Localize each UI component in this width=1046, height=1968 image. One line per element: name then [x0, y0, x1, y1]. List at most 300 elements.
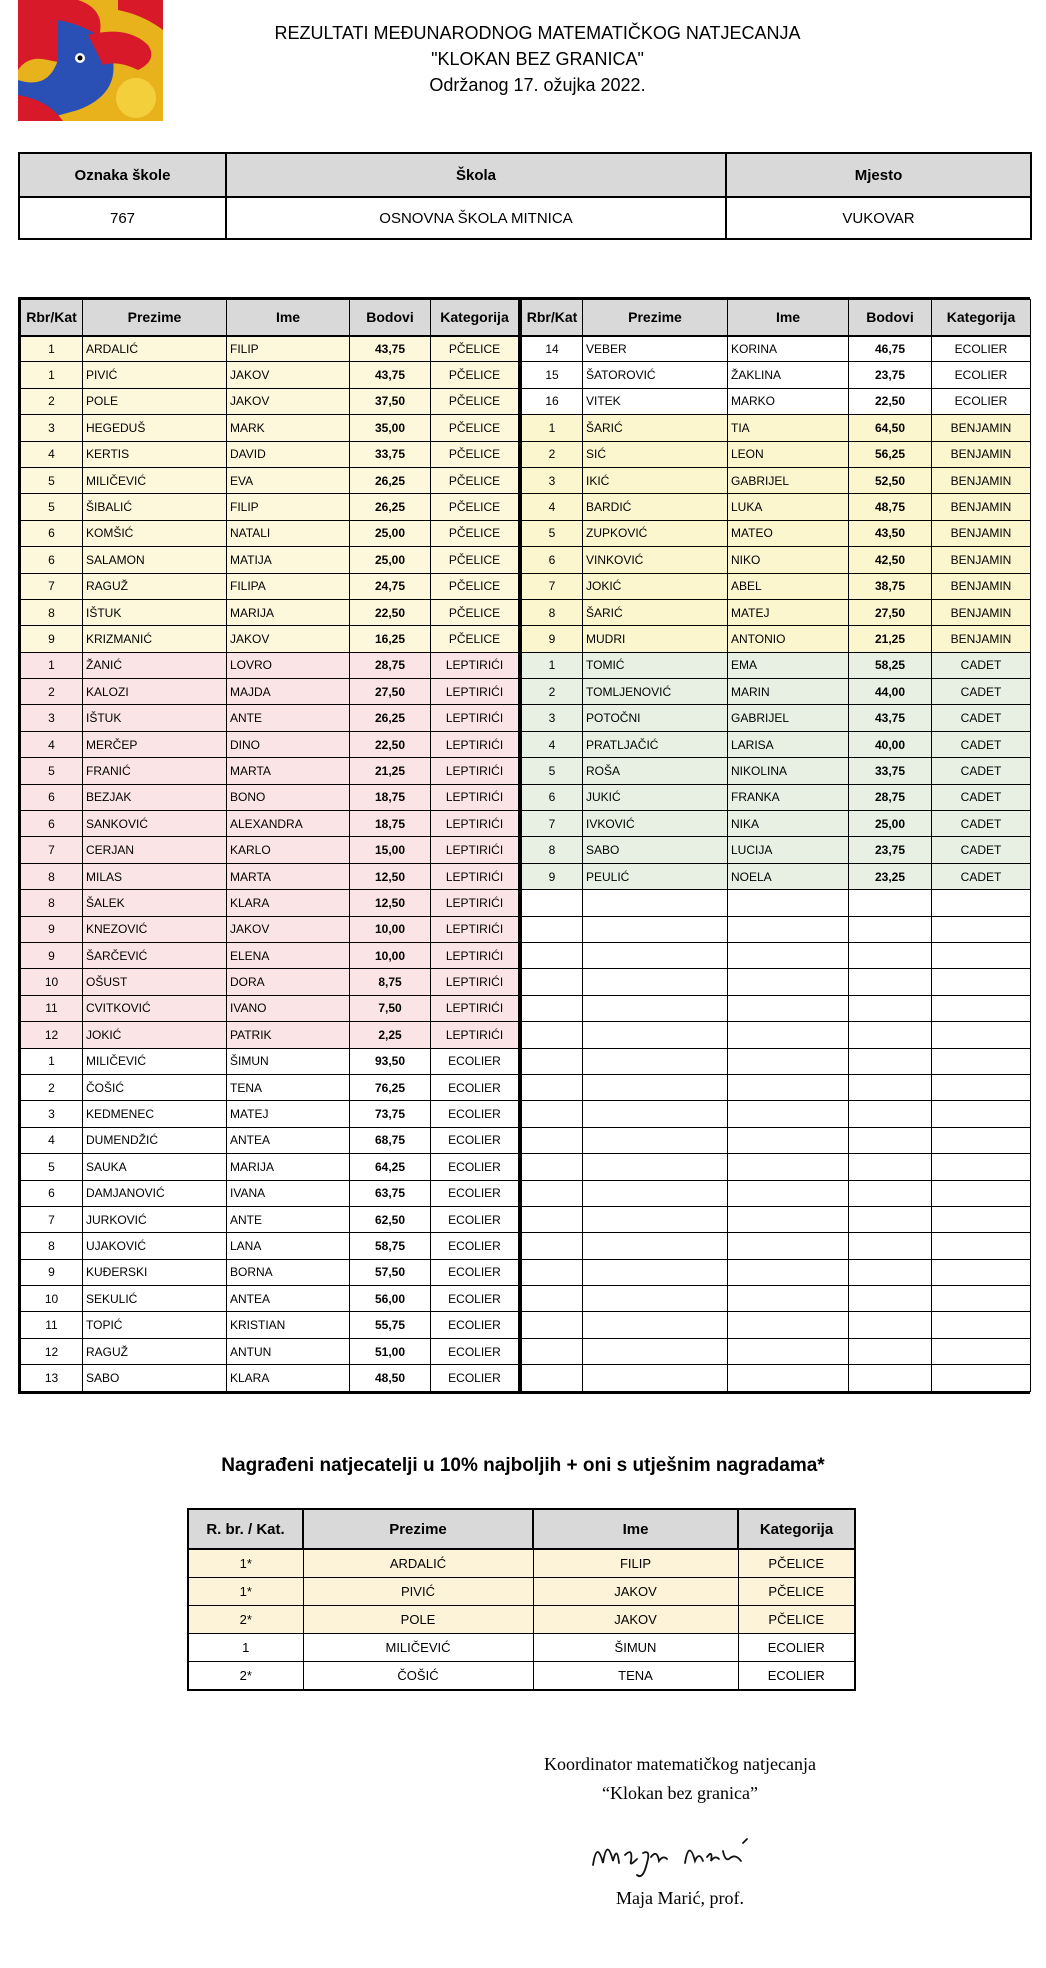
- name-cell: [728, 1365, 849, 1391]
- table-row: [21, 415, 520, 441]
- surname-cell: TOMLJENOVIĆ: [583, 679, 728, 705]
- table-row: [21, 1048, 520, 1074]
- name-cell: NATALI: [227, 520, 350, 546]
- award-category-cell: ECOLIER: [738, 1662, 855, 1691]
- category-cell: PČELICE: [431, 362, 520, 388]
- rank-cell: 1: [522, 415, 583, 441]
- points-cell: 58,25: [849, 652, 932, 678]
- name-cell: LANA: [227, 1233, 350, 1259]
- surname-cell: KERTIS: [83, 441, 227, 467]
- rank-cell: 9: [21, 916, 83, 942]
- table-row: [21, 863, 520, 889]
- category-cell: CADET: [932, 705, 1031, 731]
- table-row: [522, 1233, 1031, 1259]
- name-cell: TIA: [728, 415, 849, 441]
- table-row: [21, 1286, 520, 1312]
- points-cell: 23,25: [849, 863, 932, 889]
- rank-cell: 8: [522, 599, 583, 625]
- table-row: [21, 362, 520, 388]
- rank-cell: 1: [21, 362, 83, 388]
- category-cell: [932, 1022, 1031, 1048]
- table-row: [522, 679, 1031, 705]
- surname-cell: ŠALEK: [83, 890, 227, 916]
- name-cell: LARISA: [728, 731, 849, 757]
- rank-cell: 9: [21, 942, 83, 968]
- category-cell: LEPTIRIĆI: [431, 969, 520, 995]
- points-cell: 62,50: [350, 1206, 431, 1232]
- table-row: [522, 1180, 1031, 1206]
- table-row: [522, 1074, 1031, 1100]
- awards-table: [187, 1508, 856, 1691]
- name-cell: [728, 916, 849, 942]
- points-cell: [849, 1101, 932, 1127]
- name-cell: PATRIK: [227, 1022, 350, 1048]
- points-cell: 37,50: [350, 388, 431, 414]
- points-cell: 26,25: [350, 705, 431, 731]
- name-cell: ANTEA: [227, 1127, 350, 1153]
- name-cell: [728, 995, 849, 1021]
- awards-header-prezime: Prezime: [303, 1509, 533, 1549]
- table-row: [21, 969, 520, 995]
- table-row: [21, 441, 520, 467]
- award-rank-cell: 2*: [188, 1606, 303, 1634]
- category-cell: LEPTIRIĆI: [431, 758, 520, 784]
- category-cell: BENJAMIN: [932, 520, 1031, 546]
- rank-cell: 4: [522, 494, 583, 520]
- table-row: [522, 705, 1031, 731]
- category-cell: [932, 995, 1031, 1021]
- rank-cell: 2: [21, 388, 83, 414]
- category-cell: CADET: [932, 837, 1031, 863]
- category-cell: BENJAMIN: [932, 626, 1031, 652]
- points-cell: 63,75: [350, 1180, 431, 1206]
- name-cell: [728, 1074, 849, 1100]
- surname-cell: [583, 1022, 728, 1048]
- points-cell: 43,75: [350, 362, 431, 388]
- points-cell: 18,75: [350, 811, 431, 837]
- rank-cell: 14: [522, 336, 583, 362]
- award-name-cell: FILIP: [533, 1549, 738, 1578]
- category-cell: [932, 1074, 1031, 1100]
- category-cell: LEPTIRIĆI: [431, 863, 520, 889]
- award-rank-cell: 2*: [188, 1662, 303, 1691]
- header-date: Održanog 17. ožujka 2022.: [429, 75, 646, 95]
- surname-cell: ARDALIĆ: [83, 336, 227, 362]
- rank-cell: 4: [21, 731, 83, 757]
- name-cell: ELENA: [227, 942, 350, 968]
- category-cell: ECOLIER: [431, 1286, 520, 1312]
- points-cell: 22,50: [350, 599, 431, 625]
- award-surname-cell: MILIČEVIĆ: [303, 1634, 533, 1662]
- rank-cell: 7: [21, 837, 83, 863]
- surname-cell: SAUKA: [83, 1154, 227, 1180]
- name-cell: JAKOV: [227, 388, 350, 414]
- points-cell: [849, 995, 932, 1021]
- name-cell: [728, 1022, 849, 1048]
- surname-cell: SABO: [83, 1365, 227, 1391]
- surname-cell: KALOZI: [83, 679, 227, 705]
- col-header-prezime: Prezime: [83, 300, 227, 336]
- name-cell: ŠIMUN: [227, 1048, 350, 1074]
- award-row: [188, 1662, 855, 1691]
- rank-cell: 6: [522, 784, 583, 810]
- points-cell: [849, 890, 932, 916]
- name-cell: FRANKA: [728, 784, 849, 810]
- name-cell: ABEL: [728, 573, 849, 599]
- surname-cell: KRIZMANIĆ: [83, 626, 227, 652]
- col-header-prezime: Prezime: [583, 300, 728, 336]
- rank-cell: 1: [522, 652, 583, 678]
- rank-cell: 4: [21, 1127, 83, 1153]
- points-cell: [849, 1206, 932, 1232]
- points-cell: 28,75: [350, 652, 431, 678]
- surname-cell: SALAMON: [83, 547, 227, 573]
- category-cell: LEPTIRIĆI: [431, 1022, 520, 1048]
- category-cell: [932, 890, 1031, 916]
- name-cell: JAKOV: [227, 362, 350, 388]
- awards-title: Nagrađeni natjecatelji u 10% najboljih + oni s utješnim nagradama*: [221, 1455, 825, 1476]
- points-cell: 44,00: [849, 679, 932, 705]
- category-cell: ECOLIER: [932, 336, 1031, 362]
- name-cell: [728, 1338, 849, 1364]
- name-cell: LOVRO: [227, 652, 350, 678]
- points-cell: 25,00: [849, 811, 932, 837]
- points-cell: 8,75: [350, 969, 431, 995]
- name-cell: NIKO: [728, 547, 849, 573]
- points-cell: 18,75: [350, 784, 431, 810]
- category-cell: [932, 1286, 1031, 1312]
- name-cell: ANTONIO: [728, 626, 849, 652]
- table-row: [21, 995, 520, 1021]
- table-row: [21, 626, 520, 652]
- surname-cell: [583, 1233, 728, 1259]
- category-cell: [932, 1154, 1031, 1180]
- rank-cell: 7: [522, 573, 583, 599]
- surname-cell: SABO: [583, 837, 728, 863]
- surname-cell: JUKIĆ: [583, 784, 728, 810]
- category-cell: PČELICE: [431, 388, 520, 414]
- points-cell: 2,25: [350, 1022, 431, 1048]
- rank-cell: 2: [21, 1074, 83, 1100]
- name-cell: LUKA: [728, 494, 849, 520]
- school-name: OSNOVNA ŠKOLA MITNICA: [226, 197, 726, 239]
- category-cell: BENJAMIN: [932, 415, 1031, 441]
- rank-cell: 6: [21, 811, 83, 837]
- rank-cell: 16: [522, 388, 583, 414]
- name-cell: KARLO: [227, 837, 350, 863]
- rank-cell: [522, 1101, 583, 1127]
- points-cell: 26,25: [350, 494, 431, 520]
- name-cell: BORNA: [227, 1259, 350, 1285]
- rank-cell: 8: [21, 1233, 83, 1259]
- surname-cell: [583, 1365, 728, 1391]
- award-name-cell: TENA: [533, 1662, 738, 1691]
- category-cell: [932, 1206, 1031, 1232]
- surname-cell: OŠUST: [83, 969, 227, 995]
- table-row: [522, 652, 1031, 678]
- rank-cell: 13: [21, 1365, 83, 1391]
- rank-cell: 1: [21, 652, 83, 678]
- category-cell: ECOLIER: [431, 1180, 520, 1206]
- competition-name: “Klokan bez granica”: [602, 1783, 758, 1803]
- category-cell: PČELICE: [431, 599, 520, 625]
- points-cell: 55,75: [350, 1312, 431, 1338]
- points-cell: 27,50: [350, 679, 431, 705]
- kangaroo-logo: [18, 0, 163, 121]
- rank-cell: 10: [21, 1286, 83, 1312]
- awards-header-kategorija: Kategorija: [738, 1509, 855, 1549]
- category-cell: BENJAMIN: [932, 599, 1031, 625]
- surname-cell: [583, 916, 728, 942]
- award-name-cell: JAKOV: [533, 1578, 738, 1606]
- award-row: [188, 1606, 855, 1634]
- rank-cell: 1: [21, 336, 83, 362]
- rank-cell: [522, 916, 583, 942]
- category-cell: PČELICE: [431, 441, 520, 467]
- category-cell: LEPTIRIĆI: [431, 811, 520, 837]
- name-cell: EVA: [227, 467, 350, 493]
- table-row: [21, 1074, 520, 1100]
- surname-cell: TOMIĆ: [583, 652, 728, 678]
- school-name-header: Škola: [226, 153, 726, 197]
- points-cell: 23,75: [849, 837, 932, 863]
- award-category-cell: PČELICE: [738, 1578, 855, 1606]
- name-cell: [728, 1312, 849, 1338]
- surname-cell: [583, 1312, 728, 1338]
- points-cell: 12,50: [350, 890, 431, 916]
- category-cell: [932, 916, 1031, 942]
- table-row: [522, 995, 1031, 1021]
- category-cell: ECOLIER: [431, 1338, 520, 1364]
- table-row: [522, 1127, 1031, 1153]
- category-cell: CADET: [932, 863, 1031, 889]
- points-cell: 64,50: [849, 415, 932, 441]
- awards-header-ime: Ime: [533, 1509, 738, 1549]
- points-cell: 68,75: [350, 1127, 431, 1153]
- category-cell: CADET: [932, 758, 1031, 784]
- category-cell: LEPTIRIĆI: [431, 652, 520, 678]
- surname-cell: RAGUŽ: [83, 1338, 227, 1364]
- table-row: [522, 494, 1031, 520]
- name-cell: [728, 969, 849, 995]
- category-cell: BENJAMIN: [932, 573, 1031, 599]
- points-cell: 48,50: [350, 1365, 431, 1391]
- points-cell: [849, 1127, 932, 1153]
- rank-cell: [522, 1180, 583, 1206]
- points-cell: 33,75: [849, 758, 932, 784]
- award-rank-cell: 1*: [188, 1549, 303, 1578]
- points-cell: 22,50: [350, 731, 431, 757]
- surname-cell: MUDRI: [583, 626, 728, 652]
- rank-cell: 3: [21, 1101, 83, 1127]
- table-row: [21, 731, 520, 757]
- category-cell: LEPTIRIĆI: [431, 837, 520, 863]
- category-cell: ECOLIER: [932, 362, 1031, 388]
- school-city-header: Mjesto: [726, 153, 1031, 197]
- surname-cell: POTOČNI: [583, 705, 728, 731]
- rank-cell: 3: [522, 467, 583, 493]
- col-header-ime: Ime: [227, 300, 350, 336]
- table-row: [21, 1154, 520, 1180]
- surname-cell: CVITKOVIĆ: [83, 995, 227, 1021]
- document-header: [200, 20, 875, 98]
- name-cell: LEON: [728, 441, 849, 467]
- rank-cell: 5: [21, 758, 83, 784]
- points-cell: 52,50: [849, 467, 932, 493]
- rank-cell: 6: [21, 1180, 83, 1206]
- col-header-kategorija: Kategorija: [431, 300, 520, 336]
- surname-cell: JOKIĆ: [83, 1022, 227, 1048]
- category-cell: ECOLIER: [431, 1074, 520, 1100]
- table-row: [522, 1101, 1031, 1127]
- table-row: [522, 916, 1031, 942]
- points-cell: 23,75: [849, 362, 932, 388]
- points-cell: 7,50: [350, 995, 431, 1021]
- table-row: [522, 388, 1031, 414]
- name-cell: LUCIJA: [728, 837, 849, 863]
- rank-cell: [522, 1312, 583, 1338]
- surname-cell: ŠARIĆ: [583, 415, 728, 441]
- category-cell: LEPTIRIĆI: [431, 942, 520, 968]
- category-cell: [932, 1180, 1031, 1206]
- table-row: [522, 1259, 1031, 1285]
- points-cell: 33,75: [350, 441, 431, 467]
- table-row: [21, 890, 520, 916]
- coordinator-title: Koordinator matematičkog natjecanja: [544, 1754, 816, 1774]
- col-header-bodovi: Bodovi: [849, 300, 932, 336]
- category-cell: BENJAMIN: [932, 494, 1031, 520]
- name-cell: GABRIJEL: [728, 467, 849, 493]
- surname-cell: MILIČEVIĆ: [83, 467, 227, 493]
- rank-cell: 5: [21, 494, 83, 520]
- award-row: [188, 1578, 855, 1606]
- category-cell: ECOLIER: [431, 1101, 520, 1127]
- category-cell: PČELICE: [431, 520, 520, 546]
- rank-cell: 7: [21, 573, 83, 599]
- points-cell: 56,25: [849, 441, 932, 467]
- award-surname-cell: POLE: [303, 1606, 533, 1634]
- table-row: [21, 520, 520, 546]
- rank-cell: [522, 1286, 583, 1312]
- name-cell: [728, 1180, 849, 1206]
- category-cell: BENJAMIN: [932, 547, 1031, 573]
- name-cell: MARK: [227, 415, 350, 441]
- name-cell: BONO: [227, 784, 350, 810]
- rank-cell: [522, 995, 583, 1021]
- school-info-table: [18, 152, 1032, 240]
- name-cell: NOELA: [728, 863, 849, 889]
- table-row: [522, 863, 1031, 889]
- surname-cell: FRANIĆ: [83, 758, 227, 784]
- name-cell: MARTA: [227, 863, 350, 889]
- rank-cell: 5: [522, 520, 583, 546]
- category-cell: [932, 1312, 1031, 1338]
- surname-cell: PIVIĆ: [83, 362, 227, 388]
- rank-cell: 5: [21, 1154, 83, 1180]
- rank-cell: 12: [21, 1022, 83, 1048]
- category-cell: LEPTIRIĆI: [431, 731, 520, 757]
- points-cell: [849, 1338, 932, 1364]
- category-cell: [932, 1233, 1031, 1259]
- table-row: [21, 1259, 520, 1285]
- surname-cell: PEULIĆ: [583, 863, 728, 889]
- points-cell: [849, 1180, 932, 1206]
- rank-cell: 6: [21, 520, 83, 546]
- award-category-cell: ECOLIER: [738, 1634, 855, 1662]
- points-cell: 51,00: [350, 1338, 431, 1364]
- school-city: VUKOVAR: [726, 197, 1031, 239]
- points-cell: [849, 969, 932, 995]
- points-cell: 21,25: [849, 626, 932, 652]
- points-cell: 12,50: [350, 863, 431, 889]
- surname-cell: ŠARIĆ: [583, 599, 728, 625]
- surname-cell: ROŠA: [583, 758, 728, 784]
- rank-cell: [522, 890, 583, 916]
- name-cell: DAVID: [227, 441, 350, 467]
- category-cell: CADET: [932, 652, 1031, 678]
- category-cell: ECOLIER: [431, 1365, 520, 1391]
- table-row: [21, 336, 520, 362]
- surname-cell: [583, 890, 728, 916]
- rank-cell: 10: [21, 969, 83, 995]
- points-cell: 25,00: [350, 520, 431, 546]
- points-cell: [849, 916, 932, 942]
- surname-cell: [583, 1286, 728, 1312]
- surname-cell: ŠARČEVIĆ: [83, 942, 227, 968]
- category-cell: PČELICE: [431, 547, 520, 573]
- award-surname-cell: PIVIĆ: [303, 1578, 533, 1606]
- table-row: [522, 1048, 1031, 1074]
- name-cell: DINO: [227, 731, 350, 757]
- handwritten-signature: [585, 1825, 775, 1885]
- category-cell: ECOLIER: [431, 1233, 520, 1259]
- rank-cell: [522, 969, 583, 995]
- coordinator-block: [480, 1750, 880, 1808]
- table-row: [522, 415, 1031, 441]
- rank-cell: [522, 1048, 583, 1074]
- category-cell: ECOLIER: [932, 388, 1031, 414]
- rank-cell: 11: [21, 995, 83, 1021]
- category-cell: ECOLIER: [431, 1259, 520, 1285]
- points-cell: 40,00: [849, 731, 932, 757]
- name-cell: [728, 1101, 849, 1127]
- surname-cell: [583, 1127, 728, 1153]
- rank-cell: 9: [522, 863, 583, 889]
- surname-cell: ŠATOROVIĆ: [583, 362, 728, 388]
- name-cell: ANTE: [227, 705, 350, 731]
- category-cell: CADET: [932, 731, 1031, 757]
- name-cell: KLARA: [227, 1365, 350, 1391]
- name-cell: MATEO: [728, 520, 849, 546]
- rank-cell: 12: [21, 1338, 83, 1364]
- rank-cell: [522, 1259, 583, 1285]
- points-cell: 48,75: [849, 494, 932, 520]
- rank-cell: 9: [522, 626, 583, 652]
- surname-cell: ŠIBALIĆ: [83, 494, 227, 520]
- award-surname-cell: ARDALIĆ: [303, 1549, 533, 1578]
- rank-cell: 7: [522, 811, 583, 837]
- col-header-ime: Ime: [728, 300, 849, 336]
- category-cell: ECOLIER: [431, 1127, 520, 1153]
- table-row: [522, 731, 1031, 757]
- name-cell: KORINA: [728, 336, 849, 362]
- table-row: [522, 441, 1031, 467]
- name-cell: JAKOV: [227, 626, 350, 652]
- rank-cell: [522, 1206, 583, 1232]
- col-header-kategorija: Kategorija: [932, 300, 1031, 336]
- name-cell: GABRIJEL: [728, 705, 849, 731]
- table-row: [522, 969, 1031, 995]
